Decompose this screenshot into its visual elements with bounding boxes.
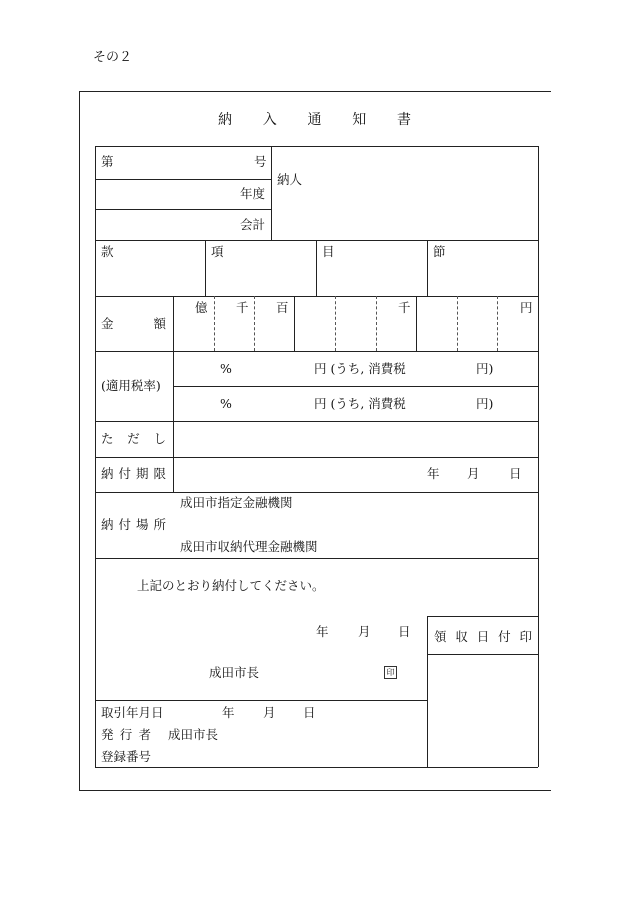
tax-row2-percent: % [220,396,232,411]
payer-divider [271,146,272,240]
account-label: 会計 [240,217,266,232]
table-top-border [95,146,538,147]
number-suffix: 号 [254,154,267,169]
due-day: 日 [509,466,522,481]
table-right-border [538,146,539,767]
amount-bottom-line [95,351,538,352]
tax-row2-close: 円) [476,396,494,411]
place-bottom-line [95,558,538,559]
digit-sen: 千 [398,300,411,315]
digit-hyaku-man: 百 [276,300,289,315]
transaction-date-label: 取引年月日 [101,705,164,720]
digit-yen: 円 [520,300,533,315]
table-bottom-border [95,767,538,768]
due-bottom-line [95,492,538,493]
due-date-label: 納 付 期 限 [101,466,166,481]
receipt-box-left [427,616,428,767]
fiscal-year-label: 年度 [240,186,266,201]
due-year: 年 [427,466,440,481]
budget-divider-2 [316,240,317,296]
tax-row1-percent: % [220,361,232,376]
document-title: 納 入 通 知 書 [218,112,411,128]
footer-top-line [95,700,427,701]
note-bottom-line [95,457,538,458]
kou-label: 項 [211,244,224,259]
tax-row1-text: 円 (うち, 消費税 [314,361,406,376]
outer-frame-bottom [79,790,551,791]
kan-label: 款 [101,244,114,259]
payment-place-2: 成田市収納代理金融機関 [180,539,318,554]
due-month: 月 [467,466,480,481]
budget-divider-3 [427,240,428,296]
note-label: た だ し [101,431,166,446]
mayor-name: 成田市長 [209,665,260,680]
tax-row2-text: 円 (うち, 消費税 [314,396,406,411]
registration-number-label: 登録番号 [101,749,152,764]
tax-rate-label: (適用税率) [101,378,161,393]
payment-place-1: 成田市指定金融機関 [180,495,293,510]
outer-frame-left [79,91,80,790]
issuer-label: 発 行 者 [101,727,151,742]
transaction-month: 月 [263,705,276,720]
tax-bottom-line [95,421,538,422]
outer-frame-top [79,91,551,92]
header-line-1 [95,179,271,180]
receipt-header-line [427,654,538,655]
page-label: その２ [93,50,133,65]
table-left-border [95,146,96,767]
receipt-box-top [427,616,538,617]
payer-label: 納人 [277,172,303,187]
digit-sen-man: 千 [236,300,249,315]
transaction-day: 日 [303,705,316,720]
issue-day: 日 [398,624,411,639]
budget-divider-1 [205,240,206,296]
payment-place-label: 納 付 場 所 [101,517,166,532]
label-column-divider [173,296,174,492]
receipt-stamp-label: 領 収 日 付 印 [434,629,532,644]
issuer-name: 成田市長 [168,727,219,742]
setsu-label: 節 [433,244,446,259]
issue-year: 年 [316,624,329,639]
instruction-message: 上記のとおり納付してください。 [137,578,325,593]
budget-bottom-line [95,296,538,297]
moku-label: 目 [322,244,335,259]
tax-mid-line [173,386,538,387]
header-line-2 [95,209,271,210]
issue-month: 月 [358,624,371,639]
number-prefix: 第 [101,154,114,169]
amount-label: 金 額 [101,316,166,331]
digit-oku: 億 [195,300,208,315]
tax-row1-close: 円) [476,361,494,376]
seal-mark: 印 [384,666,397,679]
transaction-year: 年 [222,705,235,720]
